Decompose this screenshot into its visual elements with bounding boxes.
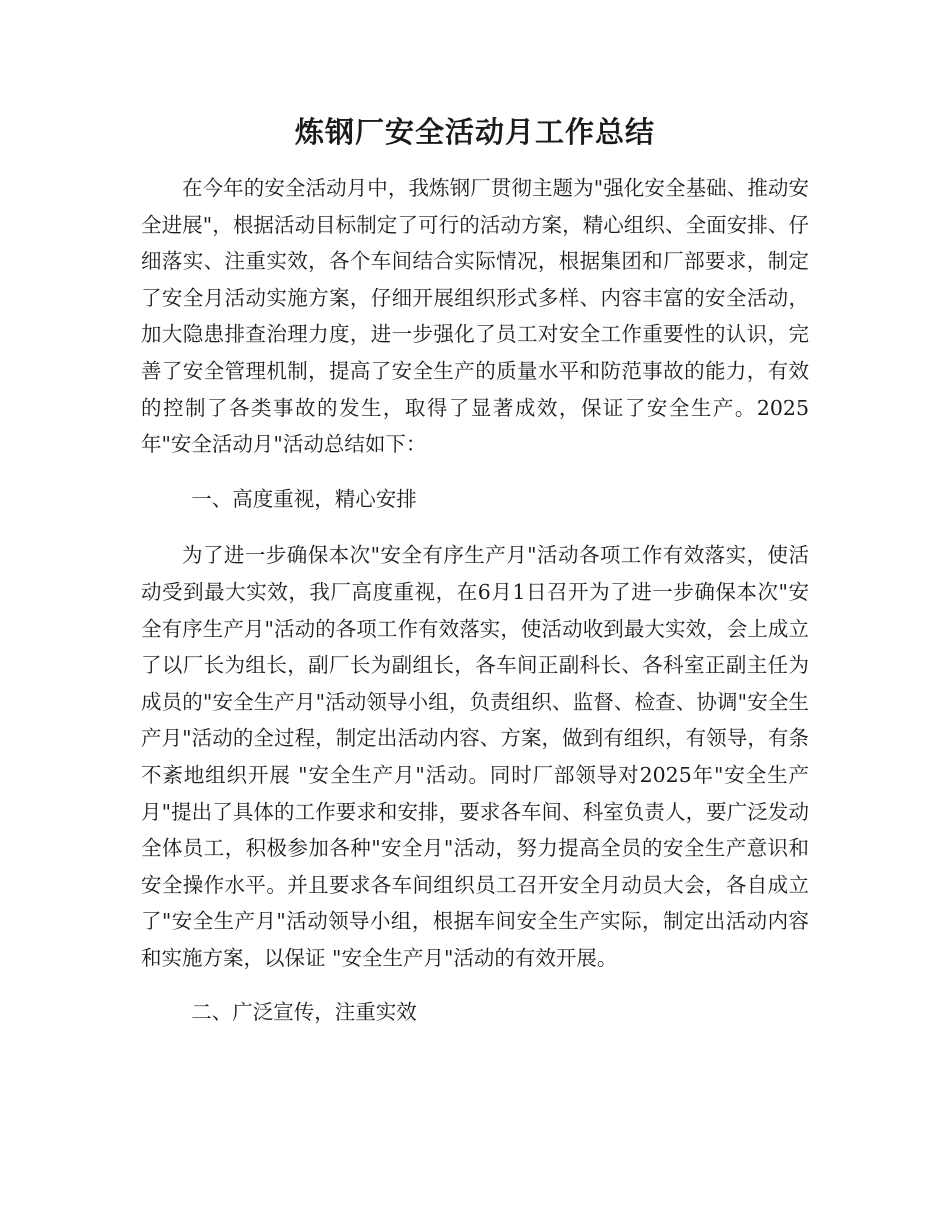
- section-1-paragraph: 为了进一步确保本次"安全有序生产月"活动各项工作有效落实，使活动受到最大实效，我厂高度重视，在6月1日召开为了进一步确保本次"安全有序生产月"活动的各项工作有效落实，使活动收到最大实效，会上成立了以厂长为组长，副厂长为副组长，各车间正副科长、各科室正副主任为成员的"安全生产月"活动领导小组，负责组织、监督、检查、协调"安全生产月"活动的全过程，制定出活动内容、方案，做到有组织，有领导，有条不紊地组织开展 "安全生产月"活动。同时厂部领导对2025年"安全生产月"提出了具体的工作要求和安排，要求各车间、科室负责人，要广泛发动全体员工，积极参加各种"安全月"活动，努力提高全员的安全生产意识和安全操作水平。并且要求各车间组织员工召开安全月动员大会，各自成立了"安全生产月"活动领导小组，根据车间安全生产实际，制定出活动内容和实施方案，以保证 "安全生产月"活动的有效开展。: [141, 543, 809, 970]
- intro-paragraph: 在今年的安全活动月中，我炼钢厂贯彻主题为"强化安全基础、推动安全进展"，根据活动目标制定了可行的活动方案，精心组织、全面安排、仔细落实、注重实效，各个车间结合实际情况，根据集团和厂部要求，制定了安全月活动实施方案，仔细开展组织形式多样、内容丰富的安全活动，加大隐患排查治理力度，进一步强化了员工对安全工作重要性的认识，完善了安全管理机制，提高了安全生产的质量水平和防范事故的能力，有效的控制了各类事故的发生，取得了显著成效，保证了安全生产。2025年"安全活动月"活动总结如下：: [141, 176, 809, 457]
- document-title: 炼钢厂安全活动月工作总结: [294, 115, 655, 149]
- section-heading-2: 二、广泛宣传，注重实效: [191, 1000, 417, 1025]
- document-body: [141, 108, 809, 1031]
- section-heading-1: 一、高度重视，精心安排: [191, 486, 417, 511]
